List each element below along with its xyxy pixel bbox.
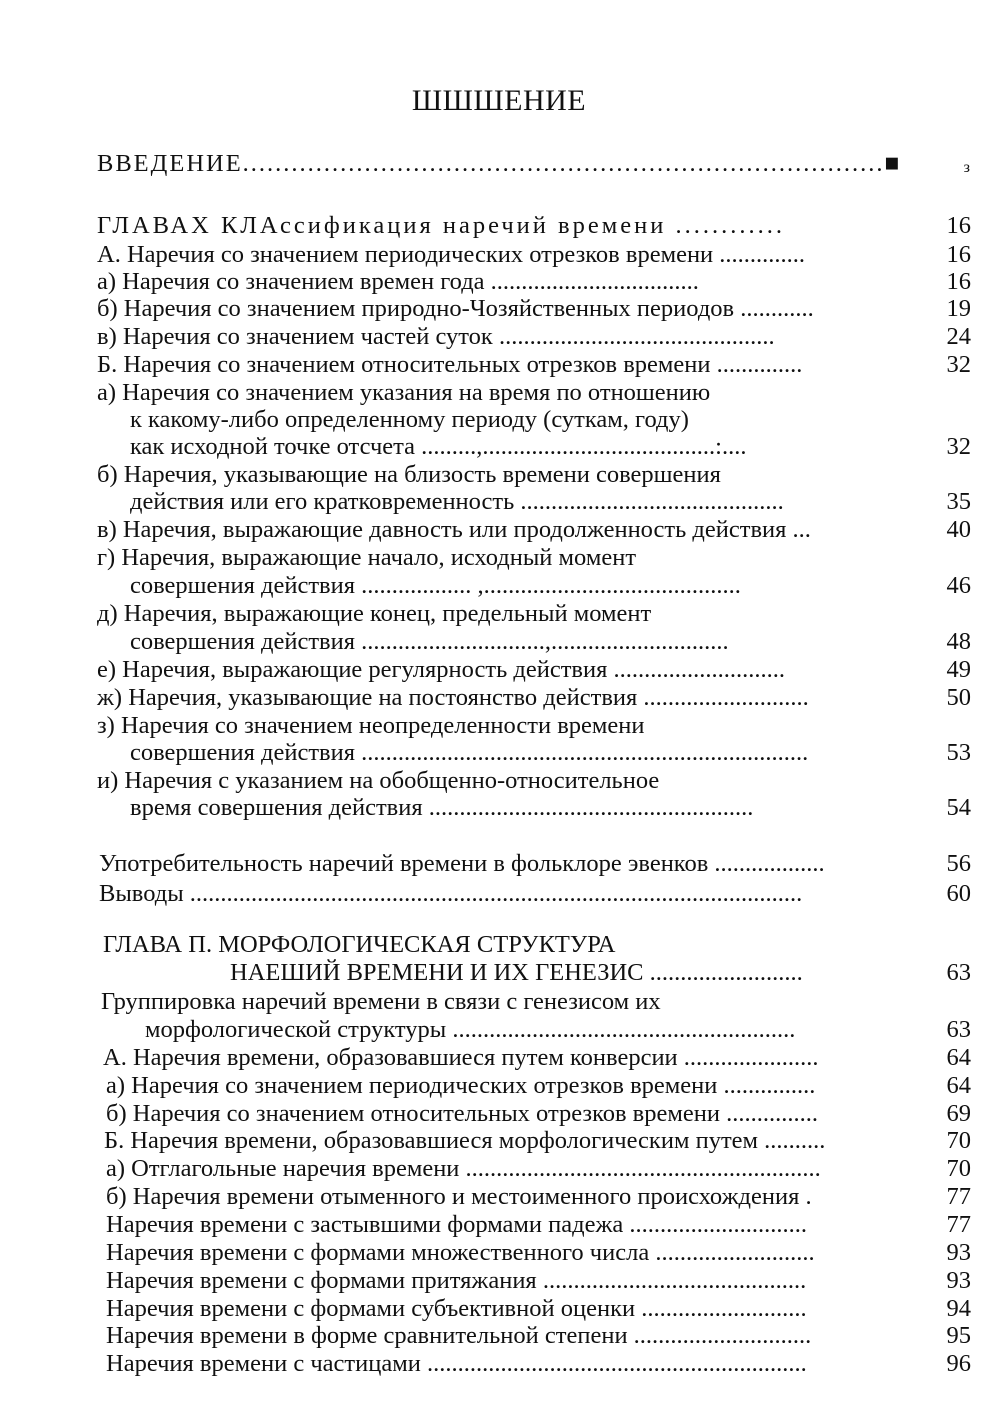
toc-row <box>0 1295 998 1323</box>
toc-page-number: 32 <box>946 433 971 460</box>
toc-row <box>0 295 998 323</box>
page-title: ШШШЕНИЕ <box>411 84 587 117</box>
toc-row <box>0 323 998 351</box>
toc-page-number: 64 <box>946 1072 971 1099</box>
toc-entry-text: а) Наречия со значением указания на время по отношению <box>97 379 711 406</box>
toc-row <box>0 1100 998 1128</box>
toc-entry-text: ж) Наречия, указывающие на постоянство действия ........................... <box>97 684 809 711</box>
toc-row <box>0 767 998 795</box>
toc-entry-text: совершения действия ......................................................................... <box>130 739 809 766</box>
toc-row <box>0 739 998 767</box>
toc-entry-text: Наречия времени с формами притяжания ........................................... <box>106 1267 807 1294</box>
toc-page-number: 77 <box>946 1183 971 1210</box>
toc-entry-text: ГЛАВА П. МОРФОЛОГИЧЕСКАЯ СТРУКТУРА <box>103 931 616 958</box>
toc-entry-text: б) Наречия со значением относительных отрезков времени ............... <box>106 1100 818 1127</box>
toc-entry-text: как исходной точке отсчета .........,......................................:.... <box>130 433 747 460</box>
toc-page-number: 49 <box>946 656 971 683</box>
toc-row <box>0 988 998 1016</box>
toc-row-introduction <box>0 150 998 178</box>
toc-entry-text: в) Наречия со значением частей суток ............................................. <box>97 323 775 350</box>
toc-row <box>0 600 998 628</box>
toc-page-number: 94 <box>946 1295 971 1322</box>
toc-row <box>0 1044 998 1072</box>
toc-page-number: 95 <box>946 1322 971 1349</box>
toc-entry-text: Б. Наречия времени, образовавшиеся морфологическим путем .......... <box>104 1127 826 1154</box>
toc-row <box>0 1155 998 1183</box>
toc-row <box>0 850 998 878</box>
toc-page-number: 70 <box>946 1155 971 1182</box>
toc-page-number: 69 <box>946 1100 971 1127</box>
toc-entry-text: Употребительность наречий времени в фольклоре эвенков .................. <box>99 850 825 877</box>
toc-entry-text: Выводы .................................................................................................... <box>99 880 803 907</box>
toc-row <box>0 379 998 407</box>
toc-page-number: 16 <box>946 241 971 268</box>
toc-entry-text: а) Отглагольные наречия времени .......................................................... <box>106 1155 821 1182</box>
toc-row-chapter-2 <box>0 931 998 959</box>
toc-entry-text: А. Наречия со значением периодических отрезков времени .............. <box>97 241 806 268</box>
toc-entry-text: действия или его кратковременность ........................................... <box>130 488 784 515</box>
toc-row <box>0 959 998 987</box>
toc-row <box>0 1127 998 1155</box>
toc-page-number: 46 <box>946 572 971 599</box>
toc-entry-text: б) Наречия со значением природно-Чозяйственных периодов ............ <box>97 295 814 322</box>
toc-page-number: 63 <box>946 1016 971 1043</box>
toc-row <box>0 1239 998 1267</box>
toc-page-number: 16 <box>946 268 971 295</box>
toc-row <box>0 1267 998 1295</box>
toc-page-number: 24 <box>946 323 971 350</box>
toc-entry-text: Наречия времени с частицами .............................................................. <box>106 1350 807 1377</box>
toc-entry-text: б) Наречия времени отыменного и местоименного происхождения . <box>106 1183 812 1210</box>
toc-page-number: 93 <box>946 1239 971 1266</box>
toc-page-number: 54 <box>946 794 971 821</box>
toc-entry-text: и) Наречия с указанием на обобщенно-относительное <box>97 767 660 794</box>
toc-row <box>0 1072 998 1100</box>
toc-entry-text: Наречия времени с формами субъективной оценки ........................... <box>106 1295 807 1322</box>
toc-row <box>0 628 998 656</box>
toc-page-number: 70 <box>946 1127 971 1154</box>
toc-row <box>0 433 998 461</box>
toc-row <box>0 516 998 544</box>
toc-row <box>0 572 998 600</box>
toc-page-number: 53 <box>946 739 971 766</box>
toc-row <box>0 406 998 434</box>
toc-entry-text: б) Наречия, указывающие на близость времени совершения <box>97 461 721 488</box>
toc-row <box>0 794 998 822</box>
toc-row <box>0 880 998 908</box>
toc-row <box>0 544 998 572</box>
toc-row <box>0 1322 998 1350</box>
toc-entry-text: з) Наречия со значением неопределенности времени <box>97 712 645 739</box>
toc-page-number: 50 <box>946 684 971 711</box>
toc-entry-text: А. Наречия времени, образовавшиеся путем конверсии ...................... <box>103 1044 819 1071</box>
toc-entry-text: г) Наречия, выражающие начало, исходный момент <box>97 544 637 571</box>
toc-row <box>0 1211 998 1239</box>
toc-row <box>0 241 998 269</box>
toc-page-number: 93 <box>946 1267 971 1294</box>
toc-row <box>0 488 998 516</box>
toc-entry-text: Наречия времени с формами множественного числа .......................... <box>106 1239 815 1266</box>
toc-entry-text: НАЕШИЙ ВРЕМЕНИ И ИХ ГЕНЕЗИС ......................... <box>230 959 803 986</box>
toc-row-chapter-1 <box>0 212 998 240</box>
toc-entry-text: Наречия времени в форме сравнительной степени ............................. <box>106 1322 812 1349</box>
toc-row <box>0 1350 998 1378</box>
toc-entry-text: в) Наречия, выражающие давность или продолженность действия ... <box>97 516 811 543</box>
toc-page-number: 40 <box>946 516 971 543</box>
toc-entry-text: совершения действия ..............................,............................. <box>130 628 729 655</box>
toc-entry-text: Наречия времени с застывшими формами падежа ............................. <box>106 1211 808 1238</box>
toc-row <box>0 461 998 489</box>
toc-page-number: 96 <box>946 1350 971 1377</box>
toc-page-number: 63 <box>946 959 971 986</box>
toc-entry-text: Группировка наречий времени в связи с генезисом их <box>101 988 661 1015</box>
toc-entry-text: а) Наречия со значением периодических отрезков времени ............... <box>106 1072 816 1099</box>
toc-entry-text: ВВЕДЕНИЕ...............................................................................■ <box>97 150 902 177</box>
toc-entry-text: морфологической структуры ........................................................ <box>145 1016 796 1043</box>
toc-row <box>0 268 998 296</box>
toc-page-number: 60 <box>946 880 971 907</box>
toc-page-number: 19 <box>946 295 971 322</box>
toc-entry-text: е) Наречия, выражающие регулярность действия ............................ <box>97 656 785 683</box>
toc-row <box>0 656 998 684</box>
toc-page-number: 16 <box>946 212 971 239</box>
toc-page-number: 48 <box>946 628 971 655</box>
toc-page-number: 77 <box>946 1211 971 1238</box>
toc-entry-text: ГЛАВАХ КЛАссификация наречий времени ............ <box>97 212 785 239</box>
toc-row <box>0 351 998 379</box>
toc-row <box>0 712 998 740</box>
toc-row <box>0 1183 998 1211</box>
toc-entry-text: Б. Наречия со значением относительных отрезков времени .............. <box>97 351 803 378</box>
toc-page-number: з <box>963 159 970 176</box>
toc-page-number: 64 <box>946 1044 971 1071</box>
toc-entry-text: д) Наречия, выражающие конец, предельный момент <box>97 600 652 627</box>
toc-row <box>0 684 998 712</box>
toc-page-number: 56 <box>946 850 971 877</box>
toc-entry-text: к какому-либо определенному периоду (суткам, году) <box>130 406 689 433</box>
toc-entry-text: совершения действия .................. ,.......................................... <box>130 572 741 599</box>
toc-row <box>0 1016 998 1044</box>
toc-entry-text: а) Наречия со значением времен года .................................. <box>97 268 699 295</box>
toc-page-number: 32 <box>946 351 971 378</box>
toc-entry-text: время совершения действия ..................................................... <box>130 794 754 821</box>
toc-page-number: 35 <box>946 488 971 515</box>
